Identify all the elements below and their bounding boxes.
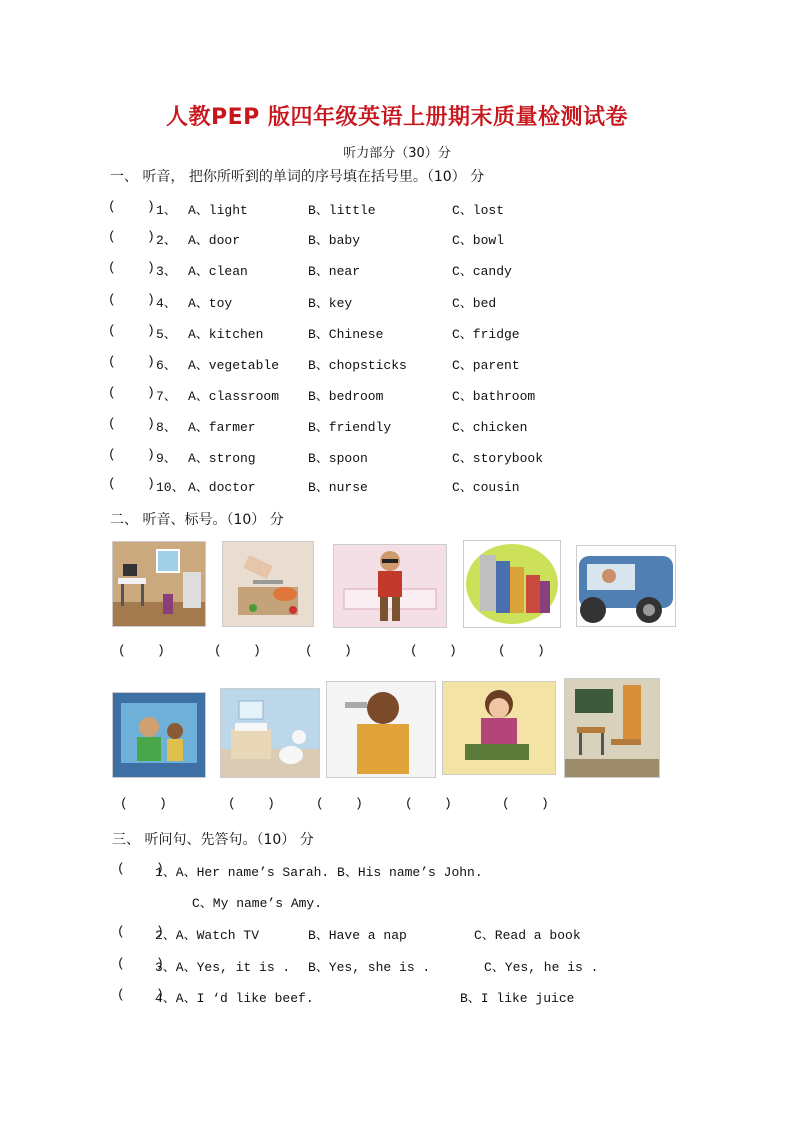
question-4-option-b: B、I like juice: [460, 991, 575, 1006]
answer-paren[interactable]: ( ): [108, 260, 155, 275]
answer-paren[interactable]: ( ): [316, 796, 363, 811]
question-3-option-b: B、Yes, she is .: [308, 960, 431, 975]
option-b: B、friendly: [308, 420, 392, 435]
picture-tv-family: [112, 692, 206, 778]
picture-study-room: [112, 541, 206, 627]
question-3-option-c: C、Yes, he is .: [484, 960, 599, 975]
answer-paren[interactable]: ( ): [108, 229, 155, 244]
question-3-option-a: 3、A、Yes, it is .: [155, 960, 291, 975]
answer-paren[interactable]: ( ): [117, 987, 164, 1002]
section3-heading: 三、 听问句、先答句。（10） 分: [112, 832, 314, 848]
answer-paren[interactable]: ( ): [108, 354, 155, 369]
option-a: A、clean: [188, 264, 248, 279]
picture-car-driver: [576, 545, 676, 627]
item-number: 8、: [156, 420, 177, 435]
option-b: B、near: [308, 264, 361, 279]
option-a: A、doctor: [188, 480, 256, 495]
question-1-option-c: C、My name’s Amy.: [192, 896, 323, 911]
option-c: C、cousin: [452, 480, 520, 495]
option-a: A、door: [188, 233, 241, 248]
question-2-option-b: B、Have a nap: [308, 928, 407, 943]
answer-paren[interactable]: ( ): [108, 323, 155, 338]
option-a: A、toy: [188, 296, 233, 311]
item-number: 3、: [156, 264, 177, 279]
listening-subtitle: 听力部分（30）分: [343, 146, 451, 161]
option-b: B、nurse: [308, 480, 368, 495]
option-c: C、fridge: [452, 327, 520, 342]
answer-paren[interactable]: ( ): [108, 199, 155, 214]
answer-paren[interactable]: ( ): [108, 292, 155, 307]
option-c: C、bathroom: [452, 389, 536, 404]
option-a: A、classroom: [188, 389, 280, 404]
answer-paren[interactable]: ( ): [502, 796, 549, 811]
item-number: 5、: [156, 327, 177, 342]
item-number: 10、: [156, 480, 185, 495]
answer-paren[interactable]: ( ): [405, 796, 452, 811]
picture-boy-drinking: [326, 681, 436, 778]
answer-paren[interactable]: ( ): [108, 416, 155, 431]
picture-cooking: [222, 541, 314, 627]
option-b: B、bedroom: [308, 389, 384, 404]
answer-paren[interactable]: ( ): [117, 861, 164, 876]
picture-boy-with-glasses: [333, 544, 447, 628]
answer-paren[interactable]: ( ): [410, 643, 457, 658]
option-b: B、baby: [308, 233, 361, 248]
answer-paren[interactable]: ( ): [108, 476, 155, 491]
option-c: C、lost: [452, 203, 505, 218]
item-number: 1、: [156, 203, 177, 218]
picture-bathroom: [220, 688, 320, 778]
option-a: A、vegetable: [188, 358, 280, 373]
question-2-option-c: C、Read a book: [474, 928, 581, 943]
item-number: 4、: [156, 296, 177, 311]
answer-paren[interactable]: ( ): [228, 796, 275, 811]
answer-paren[interactable]: ( ): [305, 643, 352, 658]
question-4-option-a: 4、A、I ‘d like beef.: [155, 991, 314, 1006]
question-2-option-a: 2、A、Watch TV: [155, 928, 260, 943]
answer-paren[interactable]: ( ): [108, 447, 155, 462]
answer-paren[interactable]: ( ): [117, 924, 164, 939]
option-a: A、light: [188, 203, 248, 218]
question-1: 1、A、Her name’s Sarah. B、His name’s John.: [155, 865, 483, 880]
option-c: C、parent: [452, 358, 520, 373]
option-c: C、storybook: [452, 451, 544, 466]
option-a: A、strong: [188, 451, 256, 466]
option-c: C、bed: [452, 296, 497, 311]
answer-paren[interactable]: ( ): [118, 643, 165, 658]
picture-books: [463, 540, 561, 628]
option-b: B、chopsticks: [308, 358, 407, 373]
answer-paren[interactable]: ( ): [498, 643, 545, 658]
section1-heading: 一、 听音， 把你所听到的单词的序号填在括号里。（10） 分: [110, 169, 485, 185]
answer-paren[interactable]: ( ): [214, 643, 261, 658]
picture-girl-cleaning: [442, 681, 556, 775]
item-number: 7、: [156, 389, 177, 404]
answer-paren[interactable]: ( ): [108, 385, 155, 400]
option-c: C、chicken: [452, 420, 528, 435]
option-b: B、little: [308, 203, 376, 218]
option-b: B、spoon: [308, 451, 368, 466]
option-c: C、candy: [452, 264, 512, 279]
picture-classroom: [564, 678, 660, 778]
option-b: B、key: [308, 296, 353, 311]
option-b: B、Chinese: [308, 327, 384, 342]
option-c: C、bowl: [452, 233, 505, 248]
option-a: A、farmer: [188, 420, 256, 435]
item-number: 2、: [156, 233, 177, 248]
item-number: 6、: [156, 358, 177, 373]
option-a: A、kitchen: [188, 327, 264, 342]
section2-heading: 二、 听音、标号。（10） 分: [110, 512, 284, 528]
page-title: 人教PEP 版四年级英语上册期末质量检测试卷: [166, 105, 628, 130]
item-number: 9、: [156, 451, 177, 466]
answer-paren[interactable]: ( ): [117, 956, 164, 971]
answer-paren[interactable]: ( ): [120, 796, 167, 811]
